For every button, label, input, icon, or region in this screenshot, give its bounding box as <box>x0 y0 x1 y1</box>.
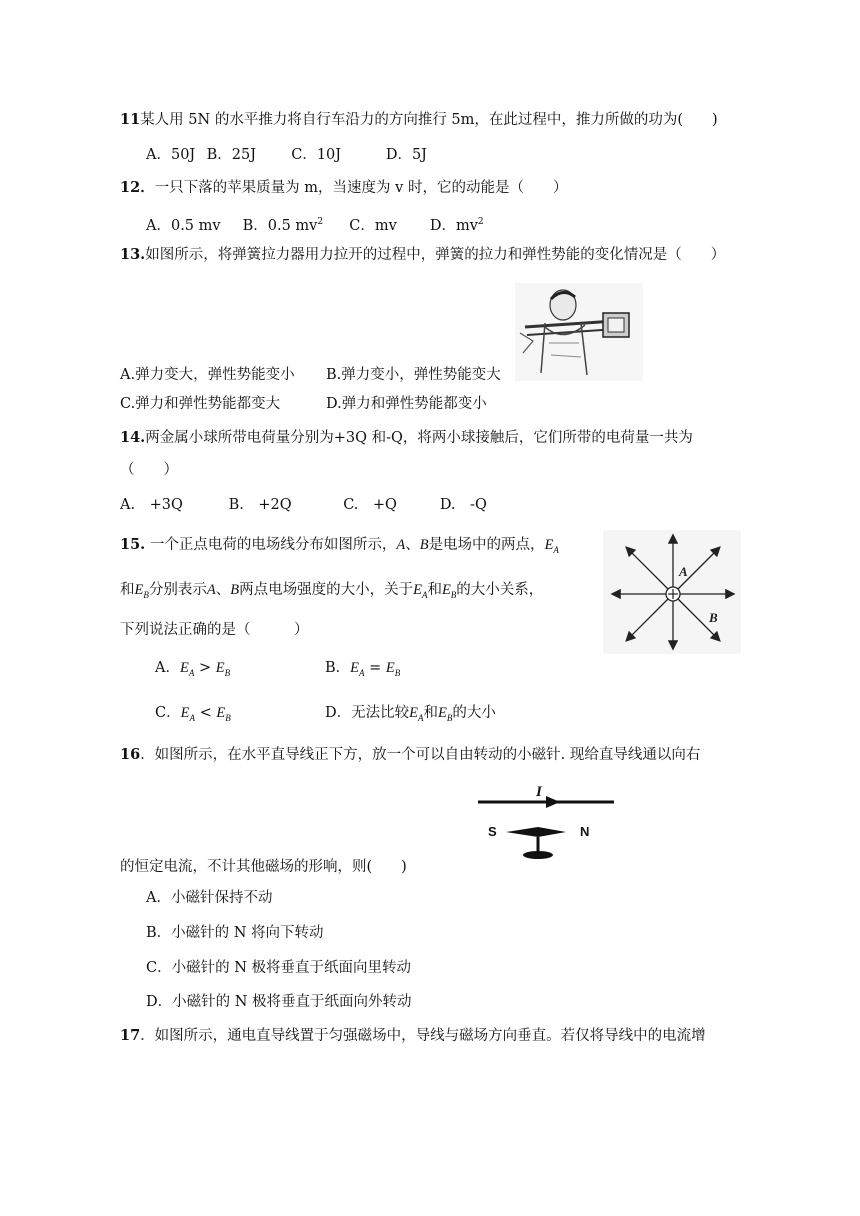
q16-stem2: 的恒定电流，不计其他磁场的形响，则( ) <box>120 859 407 875</box>
q14-options <box>120 495 487 515</box>
q16-option-c: C．小磁针的 N 极将垂直于纸面向里转动 <box>146 960 411 976</box>
q12-option-c: C．mv <box>349 217 397 234</box>
south-pole-label: S <box>488 824 497 839</box>
q13-option-b: B.弹力变小，弹性势能变大 <box>326 367 501 383</box>
q15-option-b: B．$E_A = E_B$ <box>325 660 401 678</box>
q13-option-d: D.弹力和弹性势能都变小 <box>326 396 487 412</box>
q14-stem <box>120 428 693 448</box>
q11-option-a: A．50J <box>146 147 196 163</box>
q14-option-b: B. +2Q <box>228 497 292 513</box>
q11-option-d: D．5J <box>385 147 427 163</box>
north-pole-label: N <box>580 824 590 839</box>
q15-option-c: C．$E_A < E_B$ <box>155 705 231 723</box>
q12-text: 一只下落的苹果质量为 m，当速度为 v 时，它的动能是（ ） <box>154 180 568 196</box>
q15-number: 15. <box>120 536 146 553</box>
q13-options-row2 <box>120 394 487 414</box>
q12-option-d: D．$mv^2$ <box>429 217 484 234</box>
q15-line1: 15. 一个正点电荷的电场线分布如图所示，A、B是电场中的两点，$E_A$ <box>120 536 559 555</box>
q14-option-c: C. +Q <box>343 497 397 513</box>
q13-option-a: A.弹力变大，弹性势能变小 <box>120 367 295 383</box>
point-a-label: A <box>679 564 688 579</box>
q11-option-c: C．10J <box>291 147 342 163</box>
q12-number: 12 <box>120 179 141 196</box>
point-b-label: B <box>709 610 718 625</box>
q15-line3: 下列说法正确的是（ ） <box>120 622 309 638</box>
q11-stem <box>120 110 718 130</box>
q13-number: 13. <box>120 246 146 263</box>
q14-option-a: A. +3Q <box>120 497 183 513</box>
q12-options <box>146 212 484 236</box>
q11-option-b: B．25J <box>206 147 257 163</box>
q15-options-row2 <box>155 703 496 728</box>
q12-option-b: B．0.5 $mv^2$ <box>242 217 324 234</box>
q16-option-a: A．小磁针保持不动 <box>146 890 273 906</box>
q14-number: 14. <box>120 429 146 446</box>
q11-number: 11 <box>120 111 141 128</box>
q13-option-c: C.弹力和弹性势能都变大 <box>120 396 281 412</box>
q14-text: 两金属小球所带电荷量分别为+3Q 和-Q，将两小球接触后，它们所带的电荷量一共为 <box>145 430 693 446</box>
q12-option-a: A．0.5 mv <box>146 217 221 234</box>
q14-option-d: D. -Q <box>439 497 487 513</box>
q12-stem: 12．一只下落的苹果质量为 m，当速度为 v 时，它的动能是（ ） <box>120 179 568 196</box>
q15-options-row1 <box>155 658 400 683</box>
q11-options <box>146 145 427 165</box>
q16-stem1: 16．如图所示，在水平直导线正下方，放一个可以自由转动的小磁针. 现给直导线通以向右 <box>120 746 701 763</box>
q14-paren: （ ） <box>120 462 178 478</box>
q11-text: 某人用 5N 的水平推力将自行车沿力的方向推行 5m，在此过程中，推力所做的功为( ) <box>140 112 718 128</box>
electric-field-figure <box>603 530 741 654</box>
q15-line2: 和$E_B$分别表示A、B两点电场强度的大小，关于$E_A$和$E_B$的大小关系， <box>120 582 544 600</box>
q16-option-d: D．小磁针的 N 极将垂直于纸面向外转动 <box>146 994 412 1010</box>
spring-expander-figure <box>515 283 643 381</box>
q16-option-b: B．小磁针的 N 将向下转动 <box>146 925 324 941</box>
q13-stem <box>120 245 725 265</box>
q16-number: 16 <box>120 746 141 763</box>
current-label: I <box>536 784 542 800</box>
q15-option-d: D．无法比较$E_A$和$E_B$的大小 <box>325 705 496 723</box>
q15-option-a: A．$E_A > E_B$ <box>155 660 231 678</box>
q13-options-row1 <box>120 365 501 385</box>
q17-number: 17 <box>120 1027 141 1044</box>
wire-and-compass-figure <box>476 782 616 866</box>
q13-text: 如图所示，将弹簧拉力器用力拉开的过程中，弹簧的拉力和弹性势能的变化情况是（ ） <box>145 247 726 263</box>
q17-stem: 17．如图所示，通电直导线置于匀强磁场中，导线与磁场方向垂直。若仅将导线中的电流增 <box>120 1027 706 1044</box>
